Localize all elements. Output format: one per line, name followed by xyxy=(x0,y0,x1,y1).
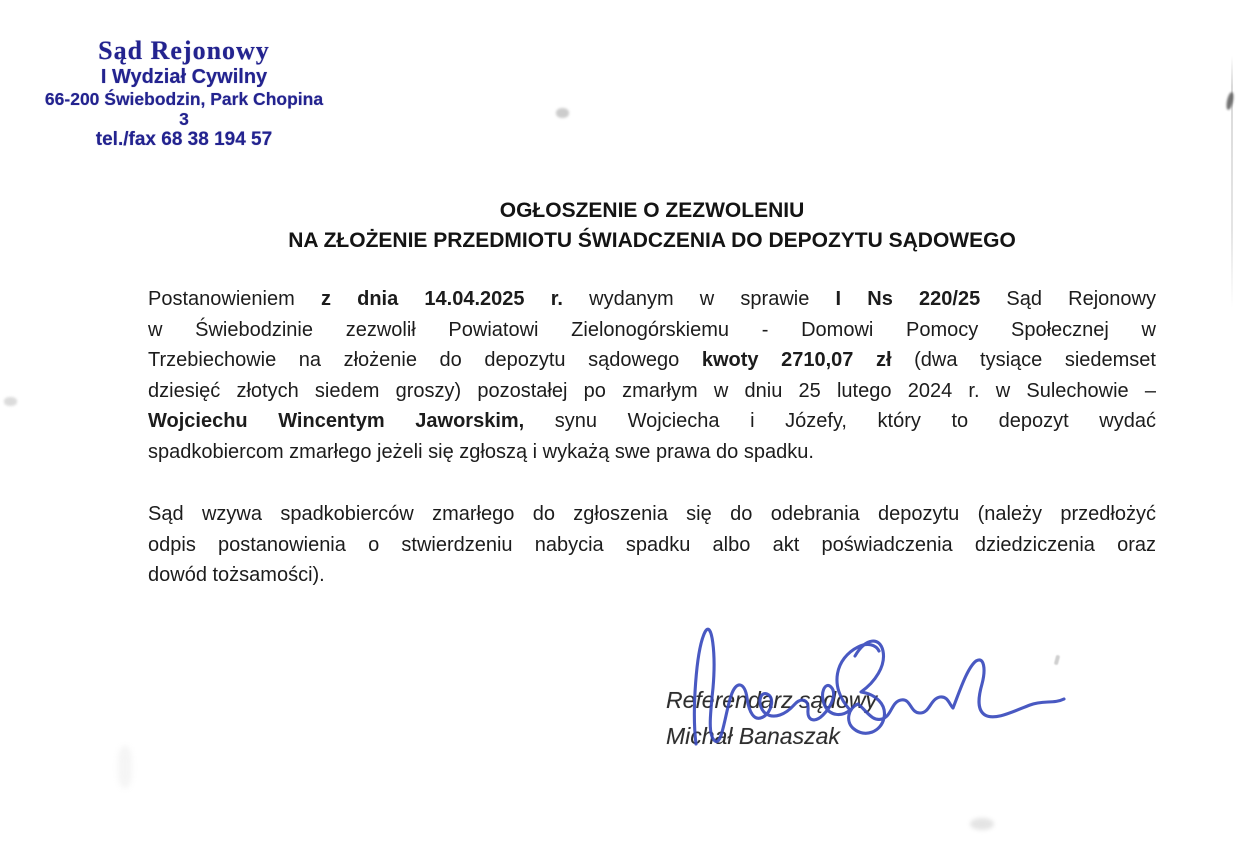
stamp-division: I Wydział Cywilny xyxy=(100,66,268,88)
text-segment-bold: Wojciechu Wincentym Jaworskim, xyxy=(148,410,525,432)
text-segment: odpis postanowienia o stwierdzeniu nabycia spadku albo akt poświadczenia dziedziczenia oraz xyxy=(148,533,1156,556)
scan-artifact-smudge-bottom-left xyxy=(118,746,132,788)
scan-artifact-tick-mark xyxy=(1054,655,1060,666)
text-line xyxy=(148,315,1156,346)
text-segment: spadkobiercom zmarłego jeżeli się zgłoszą i wykażą swe prawa do spadku. xyxy=(148,440,814,463)
signature-stroke-right xyxy=(849,641,1064,733)
stamp-court-name: Sąd Rejonowy xyxy=(98,36,270,65)
text-line xyxy=(148,437,1156,468)
text-segment: Postanowieniem xyxy=(148,288,321,310)
scan-artifact-smudge-bottom xyxy=(970,818,994,830)
text-line xyxy=(148,284,1156,315)
document-title-line1: OGŁOSZENIE O ZEZWOLENIU xyxy=(499,199,805,222)
text-segment: dowód tożsamości). xyxy=(148,564,325,586)
text-line xyxy=(148,345,1156,376)
body-paragraph-1 xyxy=(148,284,1156,467)
text-segment: Sąd wzywa spadkobierców zmarłego do zgłoszenia się do odebrania depozytu (należy przedłożyć xyxy=(148,503,1156,525)
text-segment: Sąd Rejonowy xyxy=(980,288,1156,310)
signer-role: Referendarz sądowy xyxy=(666,687,877,713)
scan-artifact-speck-top xyxy=(556,108,569,118)
document-title xyxy=(148,196,1156,256)
scan-artifact-right-edge-blob xyxy=(1225,92,1235,111)
scan-artifact-right-edge-line xyxy=(1231,56,1233,308)
text-segment-bold: kwoty 2710,07 zł xyxy=(701,349,892,371)
text-segment: dziesięć złotych siedem groszy) pozostałej po zmarłym w dniu 25 lutego 2024 r. w Sulechowie – xyxy=(148,379,1156,402)
text-line xyxy=(148,406,1156,437)
text-line xyxy=(148,376,1156,407)
text-segment: Trzebiechowie na złożenie do depozytu sądowego xyxy=(148,349,702,371)
stamp-address: 66-200 Świebodzin, Park Chopina 3 xyxy=(44,89,324,129)
court-stamp xyxy=(38,36,330,151)
text-segment: w Świebodzinie zezwolił Powiatowi Zielonogórskiemu - Domowi Pomocy Społecznej w xyxy=(148,318,1156,341)
text-line xyxy=(148,530,1156,561)
text-segment: wydanym w sprawie xyxy=(562,288,836,310)
document-title-line2: NA ZŁOŻENIE PRZEDMIOTU ŚWIADCZENIA DO DEPOZYTU SĄDOWEGO xyxy=(288,229,1016,252)
text-segment-bold: z dnia 14.04.2025 r. xyxy=(320,288,563,310)
scan-artifact-speck-left xyxy=(4,397,17,406)
text-segment: synu Wojciecha i Józefy, który to depozyt wydać xyxy=(524,410,1156,432)
stamp-phone: tel./fax 68 38 194 57 xyxy=(95,129,273,150)
text-segment-bold: I Ns 220/25 xyxy=(835,288,981,310)
body-paragraph-2 xyxy=(148,499,1156,591)
text-line xyxy=(148,560,1156,591)
text-segment: (dwa tysiące siedemset xyxy=(891,349,1156,371)
signature-block xyxy=(666,682,877,754)
text-line xyxy=(148,499,1156,530)
signer-name: Michał Banaszak xyxy=(666,723,840,749)
